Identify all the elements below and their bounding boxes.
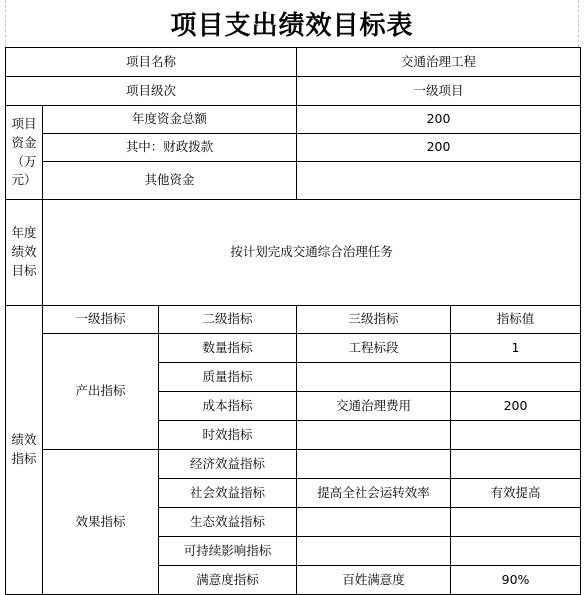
- other-funds-label: 其他资金: [43, 162, 297, 200]
- performance-table: [5, 47, 581, 595]
- project-level-label: 项目级次: [6, 77, 297, 106]
- header-level3: 三级指标: [297, 306, 451, 334]
- effect-indicator-label: 效果指标: [43, 450, 159, 595]
- output-level3: 交通治理费用: [297, 392, 451, 421]
- fiscal-row: [6, 134, 581, 162]
- annual-goal-text: 按计划完成交通综合治理任务: [43, 200, 581, 306]
- output-level3: [297, 363, 451, 392]
- effect-level3: [297, 450, 451, 479]
- output-value: 1: [451, 334, 581, 363]
- table-row: [6, 334, 581, 363]
- effect-value: 90%: [451, 566, 581, 595]
- project-name-value: 交通治理工程: [297, 48, 581, 77]
- effect-level2: 生态效益指标: [159, 508, 297, 537]
- page-title: 项目支出绩效目标表: [170, 11, 414, 41]
- effect-level3: [297, 537, 451, 566]
- output-level2: 质量指标: [159, 363, 297, 392]
- annual-total-row: [6, 106, 581, 134]
- header-value: 指标值: [451, 306, 581, 334]
- other-funds-row: [6, 162, 581, 200]
- effect-value: 有效提高: [451, 479, 581, 508]
- effect-value: [451, 450, 581, 479]
- table-row: [6, 450, 581, 479]
- output-value: [451, 363, 581, 392]
- project-name-row: [6, 48, 581, 77]
- annual-total-label: 年度资金总额: [43, 106, 297, 134]
- effect-value: [451, 508, 581, 537]
- output-level2: 时效指标: [159, 421, 297, 450]
- indicator-header-row: [6, 306, 581, 334]
- output-value: [451, 421, 581, 450]
- annual-goal-label: 年度绩效目标: [6, 200, 43, 306]
- project-level-row: [6, 77, 581, 106]
- header-level1: 一级指标: [43, 306, 159, 334]
- annual-total-value: 200: [297, 106, 581, 134]
- output-value: 200: [451, 392, 581, 421]
- effect-level2: 经济效益指标: [159, 450, 297, 479]
- funds-group-label: 项目资金（万元）: [6, 106, 43, 200]
- header-level2: 二级指标: [159, 306, 297, 334]
- fiscal-label: 其中：财政拨款: [43, 134, 297, 162]
- output-level3: [297, 421, 451, 450]
- output-level2: 数量指标: [159, 334, 297, 363]
- effect-level3: 百姓满意度: [297, 566, 451, 595]
- effect-value: [451, 537, 581, 566]
- project-level-value: 一级项目: [297, 77, 581, 106]
- effect-level2: 社会效益指标: [159, 479, 297, 508]
- effect-level2: 可持续影响指标: [159, 537, 297, 566]
- effect-level3: [297, 508, 451, 537]
- project-name-label: 项目名称: [6, 48, 297, 77]
- fiscal-value: 200: [297, 134, 581, 162]
- output-level2: 成本指标: [159, 392, 297, 421]
- output-level3: 工程标段: [297, 334, 451, 363]
- indicators-group-label: 绩效指标: [6, 306, 43, 595]
- output-indicator-label: 产出指标: [43, 334, 159, 450]
- other-funds-value: [297, 162, 581, 200]
- annual-goal-row: [6, 200, 581, 306]
- effect-level3: 提高全社会运转效率: [297, 479, 451, 508]
- effect-level2: 满意度指标: [159, 566, 297, 595]
